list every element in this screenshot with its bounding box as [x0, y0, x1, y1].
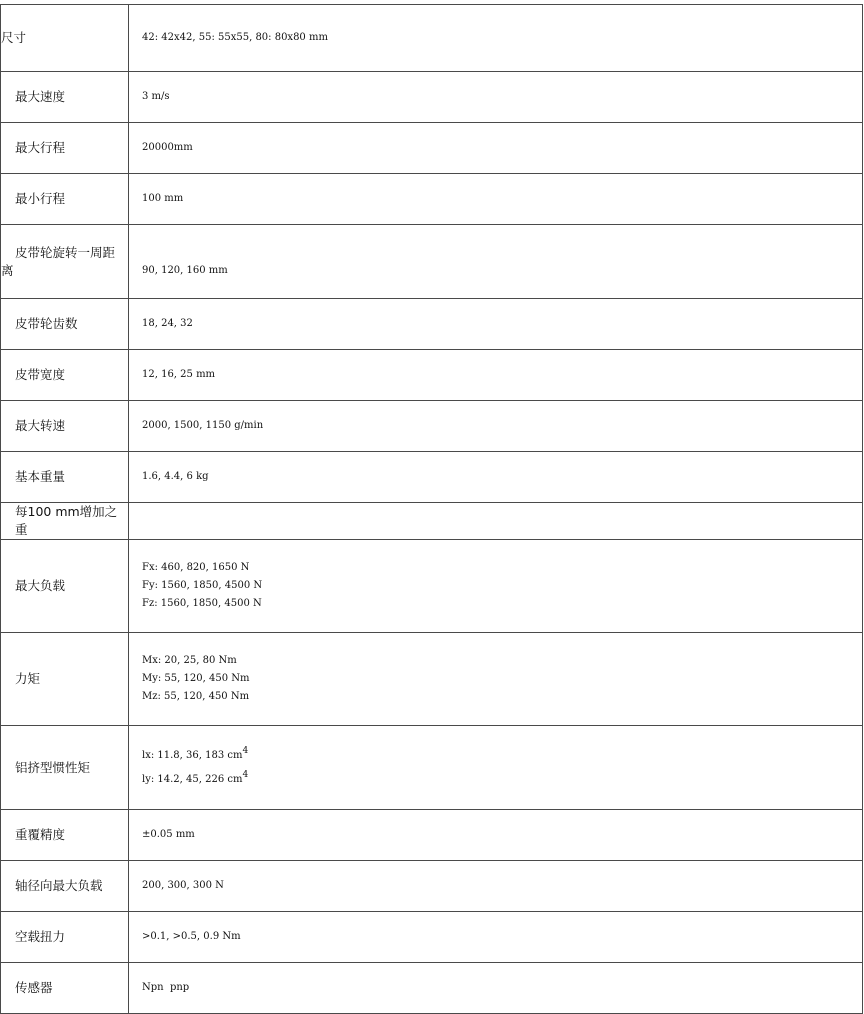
spec-value-line: Fx: 460, 820, 1650 N: [142, 562, 250, 573]
spec-value: [129, 726, 863, 810]
spec-label: 最大行程: [1, 123, 129, 174]
spec-row-max-rpm: [1, 401, 863, 452]
spec-value-line: 20000mm: [142, 142, 193, 153]
spec-label: 力矩: [1, 633, 129, 726]
spec-label: 最大负载: [1, 540, 129, 633]
spec-value-line: Npn pnp: [142, 982, 190, 993]
spec-value-line: Mx: 20, 25, 80 Nm: [142, 655, 237, 666]
spec-row-belt-width: [1, 350, 863, 401]
spec-row-pulley-travel: [1, 225, 863, 299]
spec-value-line: 18, 24, 32: [142, 318, 193, 329]
spec-value-line: >0.1, >0.5, 0.9 Nm: [142, 931, 241, 942]
spec-value-line: 3 m/s: [142, 91, 170, 102]
spec-row-max-radial-load: [1, 861, 863, 912]
spec-row-max-load: [1, 540, 863, 633]
spec-row-size: [1, 5, 863, 72]
spec-label: 重覆精度: [1, 810, 129, 861]
spec-value: [129, 540, 863, 633]
spec-value-line: 100 mm: [142, 193, 184, 204]
spec-value: [129, 861, 863, 912]
exponent: 4: [242, 769, 249, 780]
inertia-x-text: lx: 11.8, 36, 183 cm: [142, 749, 243, 761]
spec-row-inertia: [1, 726, 863, 810]
spec-value-line: Mz: 55, 120, 450 Nm: [142, 691, 250, 702]
spec-value-line: 42: 42x42, 55: 55x55, 80: 80x80 mm: [142, 32, 328, 43]
spec-value: [129, 5, 863, 72]
spec-value-line: 200, 300, 300 N: [142, 880, 224, 891]
spec-value: [129, 503, 863, 540]
spec-label: 最大转速: [1, 401, 129, 452]
spec-value: [129, 350, 863, 401]
spec-label: 皮带宽度: [1, 350, 129, 401]
spec-row-max-speed: [1, 72, 863, 123]
spec-value: [129, 912, 863, 963]
spec-row-repeatability: [1, 810, 863, 861]
spec-value-line: Fz: 1560, 1850, 4500 N: [142, 598, 262, 609]
spec-label: 基本重量: [1, 452, 129, 503]
spec-value: [129, 810, 863, 861]
spec-value: [129, 401, 863, 452]
spec-value-line: [142, 744, 862, 768]
spec-label: 最大速度: [1, 72, 129, 123]
spec-value: [129, 225, 863, 299]
exponent: 4: [242, 745, 249, 756]
spec-label: 传感器: [1, 963, 129, 1014]
spec-value-line: ±0.05 mm: [142, 829, 195, 840]
spec-row-base-weight: [1, 452, 863, 503]
spec-value: [129, 633, 863, 726]
spec-label: 空载扭力: [1, 912, 129, 963]
spec-value: [129, 72, 863, 123]
spec-value: [129, 452, 863, 503]
spec-row-sensor: [1, 963, 863, 1014]
spec-value: [129, 174, 863, 225]
spec-label: 最小行程: [1, 174, 129, 225]
spec-value-line: [142, 768, 862, 792]
spec-label: 轴径向最大负载: [1, 861, 129, 912]
spec-value: [129, 299, 863, 350]
spec-label: 铝挤型惯性矩: [1, 726, 129, 810]
spec-table: [0, 4, 863, 1014]
spec-value-line: 2000, 1500, 1150 g/min: [142, 420, 264, 431]
spec-value-line: 90, 120, 160 mm: [142, 264, 228, 276]
spec-value: [129, 963, 863, 1014]
spec-row-min-stroke: [1, 174, 863, 225]
spec-value-line: Fy: 1560, 1850, 4500 N: [142, 580, 263, 591]
spec-value-line: 1.6, 4.4, 6 kg: [142, 471, 209, 482]
inertia-y-text: ly: 14.2, 45, 226 cm: [142, 773, 243, 785]
spec-label: 每100 mm增加之重: [1, 503, 129, 540]
spec-row-max-stroke: [1, 123, 863, 174]
spec-row-no-load-torque: [1, 912, 863, 963]
spec-row-pulley-teeth: [1, 299, 863, 350]
spec-label: 尺寸: [1, 5, 129, 72]
spec-value: [129, 123, 863, 174]
spec-row-moment: [1, 633, 863, 726]
spec-label: 皮带轮旋转一周距离: [1, 225, 129, 299]
spec-label: 皮带轮齿数: [1, 299, 129, 350]
spec-value-line: My: 55, 120, 450 Nm: [142, 673, 250, 684]
spec-table-body: [1, 5, 863, 1014]
spec-row-weight-per-100mm: [1, 503, 863, 540]
spec-value-line: 12, 16, 25 mm: [142, 369, 216, 380]
